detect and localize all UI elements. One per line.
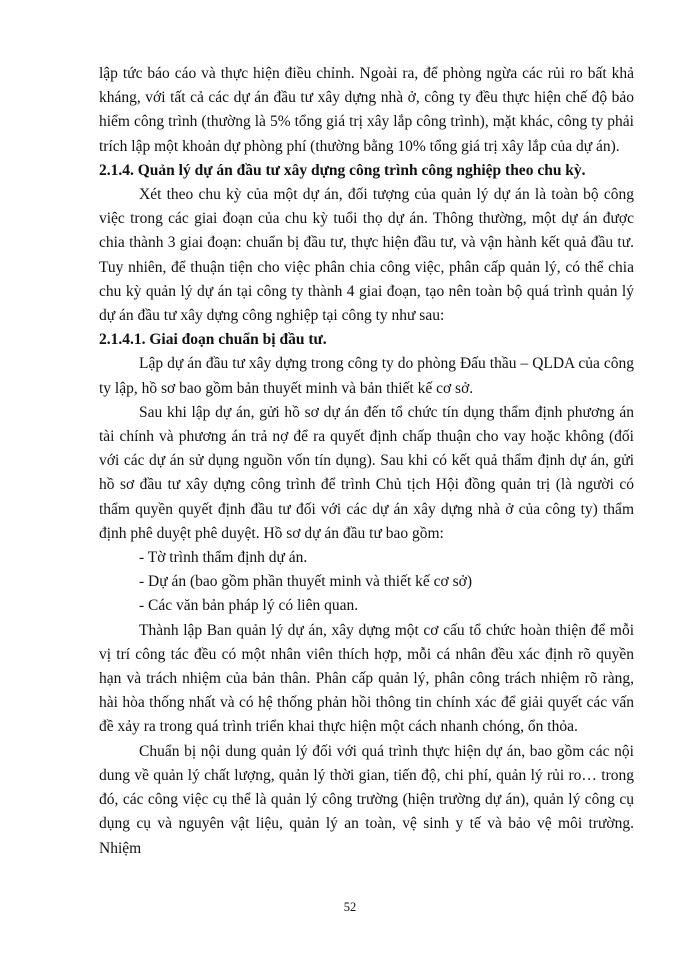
paragraph-project-cycle: Xét theo chu kỳ của một dự án, đối tượng của quản lý dự án là toàn bộ công việc trong các giai đoạn của chu kỳ tuổi thọ dự án. Thông thường, một dự án được chia thành 3 giai đoạn: chuẩn bị đầu tư, thực hiện đầu tư, và vận hành kết quả đầu tư. Tuy nhiên, để thuận tiện cho việc phân chia công việc, phân cấp quản lý, có thể chia chu kỳ quản lý dự án tại công ty thành 4 giai đoạn, tạo nên toàn bộ quá trình quản lý dự án đầu tư xây dựng công nghiệp tại công ty như sau: xyxy=(99,186,634,325)
paragraph-management-content: Chuẩn bị nội dung quản lý đối với quá trình thực hiện dự án, bao gồm các nội dung về quản lý chất lượng, quản lý thời gian, tiến độ, chi phí, quản lý rủi ro… trong đó, các công việc cụ thể là quản lý công trường (hiện trường dự án), quản lý công cụ dụng cụ và nguyên vật liệu, quản lý an toàn, vệ sinh y tế và bảo vệ môi trường. Nhiệm xyxy=(99,742,634,857)
list-item-appraisal-submission: - Tờ trình thẩm định dự án. xyxy=(139,549,308,567)
list-item-legal-docs: - Các văn bản pháp lý có liên quan. xyxy=(139,597,359,615)
paragraph-management-board: Thành lập Ban quản lý dự án, xây dựng một cơ cấu tổ chức hoàn thiện để mỗi vị trí công tác đều có một nhân viên thích hợp, mỗi cá nhân đều xác định rõ quyền hạn và trách nhiệm của bản thân. Phân cấp quản lý, phân công trách nhiệm rõ ràng, hài hòa thống nhất và có hệ thống phản hồi thông tin chính xác để giải quyết các vấn đề xảy ra trong quá trình triển khai thực hiện một cách nhanh chóng, ổn thỏa. xyxy=(99,621,634,736)
page-body xyxy=(99,62,634,861)
page-number: 52 xyxy=(343,900,357,914)
list-item-project-docs: - Dự án (bao gồm phần thuyết minh và thiết kế cơ sở) xyxy=(139,573,472,591)
paragraph-project-preparation: Lập dự án đầu tư xây dựng trong công ty do phòng Đấu thầu – QLDA của công ty lập, hồ sơ bao gồm bản thuyết minh và bản thiết kế cơ sở. xyxy=(99,355,634,397)
paragraph-appraisal: Sau khi lập dự án, gửi hồ sơ dự án đến tổ chức tín dụng thẩm định phương án tài chính và phương án trả nợ để ra quyết định chấp thuận cho vay hoặc không (đối với các dự án sử dụng nguồn vốn tín dụng). Sau khi có kết quả thẩm định dự án, gửi hồ sơ đầu tư xây dựng công trình để trình Chủ tịch Hội đồng quản trị (là người có thẩm quyền quyết định đầu tư đối với các dự án xây dựng nhà ở của công ty) thẩm định phê duyệt phê duyệt. Hồ sơ dự án đầu tư bao gồm: xyxy=(99,403,634,542)
section-heading-2-1-4-1: 2.1.4.1. Giai đoạn chuẩn bị đầu tư. xyxy=(99,331,327,349)
paragraph-continuation: lập tức báo cáo và thực hiện điều chỉnh. Ngoài ra, để phòng ngừa các rủi ro bất khả kháng, với tất cả các dự án đầu tư xây dựng nhà ở, công ty đều thực hiện chế độ bảo hiểm công trình (thường là 5% tổng giá trị xây lắp công trình), mặt khác, công ty phải trích lập một khoản dự phòng phí (thường bằng 10% tổng giá trị xây lắp của dự án). xyxy=(99,65,634,155)
section-heading-2-1-4: 2.1.4. Quản lý dự án đầu tư xây dựng công trình công nghiệp theo chu kỳ. xyxy=(99,161,586,179)
